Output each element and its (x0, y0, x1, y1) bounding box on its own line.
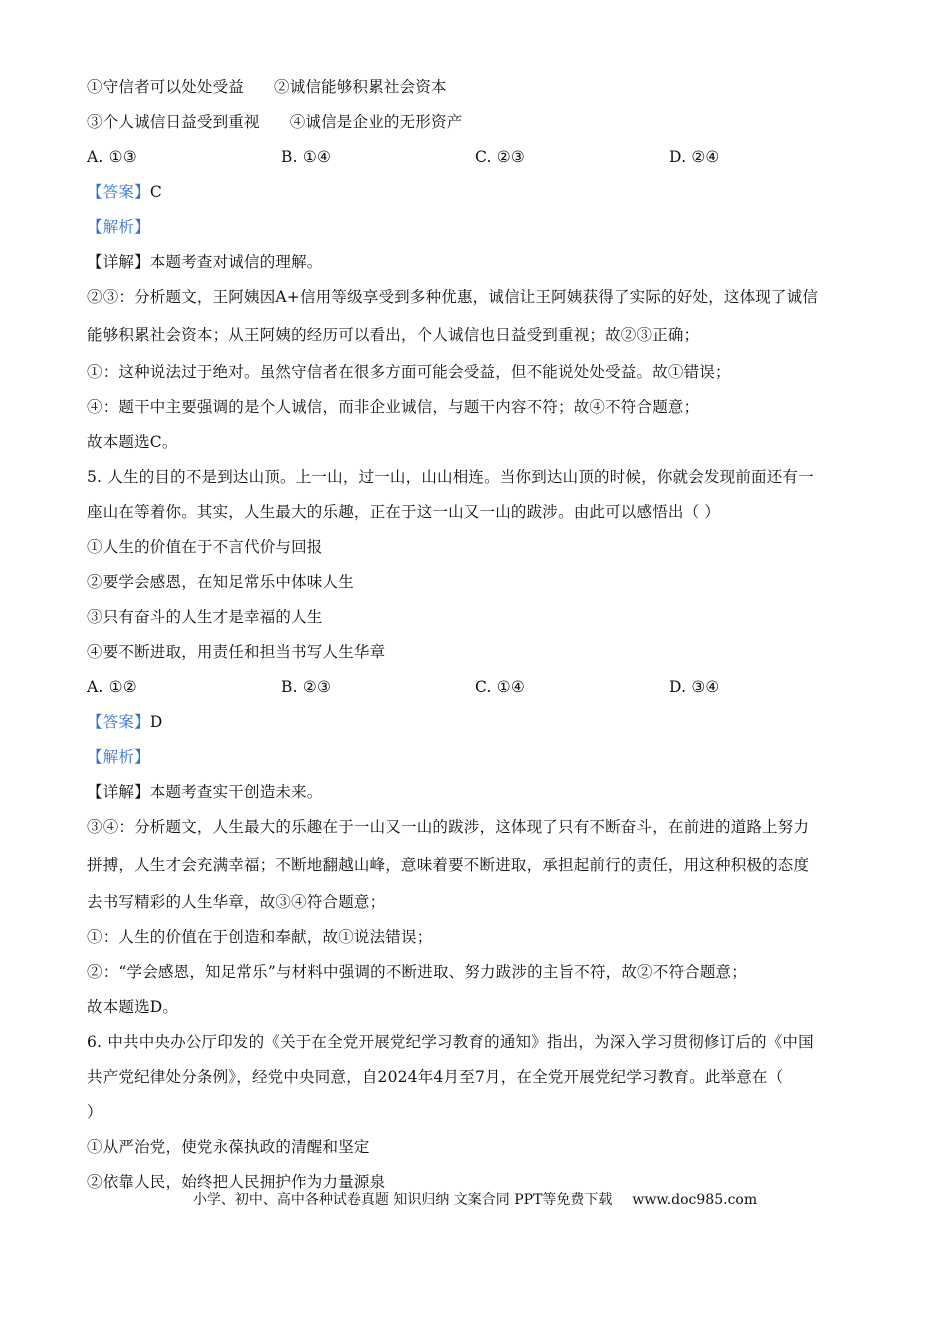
footer-url[interactable]: www.doc985.com (632, 1192, 758, 1208)
q4-answer-tag: 【答案】 (87, 183, 150, 201)
page-footer (0, 1188, 950, 1212)
q4-answer (87, 177, 867, 212)
q4-option-c: C. ②③ (475, 148, 525, 166)
q5-option-b: B. ②③ (281, 678, 332, 696)
q4-statements-row2 (87, 107, 867, 142)
q6-stem-line: 共产党纪律处分条例》，经党中央同意，自2024年4月至7月，在全党开展党纪学习教育。此举意在（ (87, 1068, 784, 1086)
q5-explain-line: 去书写精彩的人生华章，故③④符合题意； (87, 893, 386, 911)
q4-option-a: A. ①③ (87, 148, 137, 166)
q4-option-b: B. ①④ (281, 148, 332, 166)
q4-options (87, 142, 867, 177)
q4-option-d: D. ②④ (669, 148, 720, 166)
q5-analysis-tag: 【解析】 (87, 748, 150, 766)
q4-statements-row1 (87, 72, 867, 107)
q5-options (87, 672, 867, 707)
q5-answer-tag: 【答案】 (87, 713, 150, 731)
q6-statement-1: ①从严治党，使党永葆执政的清醒和坚定 (87, 1138, 370, 1156)
q4-explain-line: ②③：分析题文，王阿姨因A+信用等级享受到多种优惠，诚信让王阿姨获得了实际的好处，这体现了诚信 (87, 288, 819, 306)
q4-statement-3: ③个人诚信日益受到重视 (87, 113, 260, 131)
q5-statement-3: ③只有奋斗的人生才是幸福的人生 (87, 608, 323, 626)
q5-statement-4: ④要不断进取，用责任和担当书写人生华章 (87, 643, 386, 661)
q4-detail: 【详解】本题考查对诚信的理解。 (87, 253, 323, 271)
q4-answer-value: C (149, 183, 162, 201)
q5-explain-line: 拼搏，人生才会充满幸福；不断地翻越山峰，意味着要不断进取，承担起前行的责任，用这种积极的态度 (87, 855, 810, 874)
q5-statement-2: ②要学会感恩，在知足常乐中体味人生 (87, 573, 354, 591)
q5-option-c: C. ①④ (475, 678, 525, 696)
q4-statement-1: ①守信者可以处处受益 (87, 78, 245, 96)
q5-statement-1: ①人生的价值在于不言代价与回报 (87, 538, 323, 556)
q5-stem-line: 座山在等着你。其实，人生最大的乐趣，正在于这一山又一山的跋涉。由此可以感悟出（ ） (87, 503, 721, 521)
q4-explain-line: 能够积累社会资本；从王阿姨的经历可以看出，个人诚信也日益受到重视；故②③正确； (87, 325, 700, 344)
q5-explain-line: ①：人生的价值在于创造和奉献，故①说法错误； (87, 928, 433, 946)
q4-conclusion: 故本题选C。 (87, 433, 178, 451)
q4-analysis-tag: 【解析】 (87, 218, 150, 236)
q5-detail: 【详解】本题考查实干创造未来。 (87, 783, 323, 801)
q5-answer-value: D (149, 713, 163, 731)
q4-statement-2: ②诚信能够积累社会资本 (274, 78, 447, 96)
q6-stem-line: ） (87, 1103, 103, 1121)
q5-stem-line: 5. 人生的目的不是到达山顶。上一山，过一山，山山相连。当你到达山顶的时候，你就会发现前面还有一 (87, 468, 814, 486)
q4-explain-line: ①：这种说法过于绝对。虽然守信者在很多方面可能会受益，但不能说处处受益。故①错误； (87, 363, 731, 381)
q6-statement-2: ②依靠人民，始终把人民拥护作为力量源泉 (87, 1173, 386, 1191)
footer-text: 小学、初中、高中各种试卷真题 知识归纳 文案合同 PPT等免费下载 (192, 1192, 613, 1208)
q5-explain-line: ③④：分析题文，人生最大的乐趣在于一山又一山的跋涉，这体现了只有不断奋斗，在前进的道路上努力 (87, 818, 810, 836)
q5-explain-line: ②：“学会感恩，知足常乐”与材料中强调的不断进取、努力跋涉的主旨不符，故②不符合题意； (87, 963, 747, 981)
q5-conclusion: 故本题选D。 (87, 998, 179, 1016)
q4-explain-line: ④：题干中主要强调的是个人诚信，而非企业诚信，与题干内容不符；故④不符合题意； (87, 398, 700, 416)
q5-option-a: A. ①② (87, 678, 137, 696)
exam-page (87, 72, 867, 1202)
q6-stem-line: 6. 中共中央办公厅印发的《关于在全党开展党纪学习教育的通知》指出，为深入学习贯彻修订后的《中国 (87, 1033, 814, 1051)
q5-answer (87, 707, 867, 742)
q4-statement-4: ④诚信是企业的无形资产 (289, 113, 463, 131)
q5-option-d: D. ③④ (669, 678, 720, 696)
